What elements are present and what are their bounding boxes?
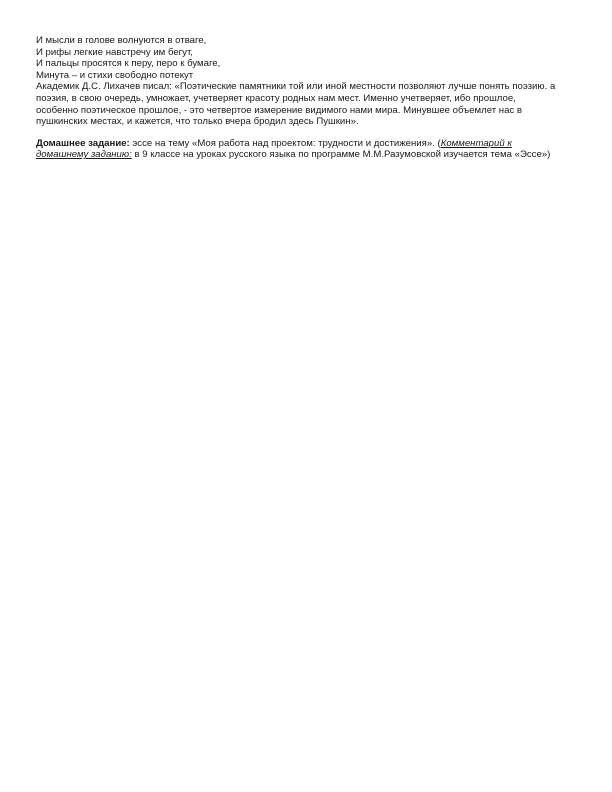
homework-comment-text: в 9 классе на уроках русского языка по программе М.М.Разумовской изучается тема «Эссе»): [131, 149, 551, 161]
homework-label: Домашнее задание:: [36, 137, 130, 149]
homework-comment-link[interactable]: Комментарий к домашнему заданию:: [36, 137, 512, 161]
poem-block: [36, 35, 558, 81]
poem-line: И мысли в голове волнуются в отваге,: [36, 35, 207, 46]
homework-paragraph: [36, 138, 558, 161]
document-page: [36, 35, 558, 161]
poem-line: И пальцы просятся к перу, перо к бумаге,: [36, 58, 221, 70]
likhachev-quote: Академик Д.С. Лихачев писал: «Поэтические памятники той или иной местности позволяют лучше понять поэзию. а поэзия, в свою очередь, умножает, учетверяет красоту родных нам мест. Именно учетверяет, ибо прошлое, особенно поэтическое прошлое, - это четвертое измерение видимого нами мира. Минувшее объемлет нас в пушкинских местах, и кажется, что только вчера бродил здесь Пушкин».: [36, 81, 556, 128]
poem-line: Минута – и стихи свободно потекут: [36, 69, 194, 81]
poem-line: И рифы легкие навстречу им бегут,: [36, 46, 193, 58]
homework-text: эссе на тему «Моя работа над проектом: трудности и достижения». (: [129, 137, 441, 149]
